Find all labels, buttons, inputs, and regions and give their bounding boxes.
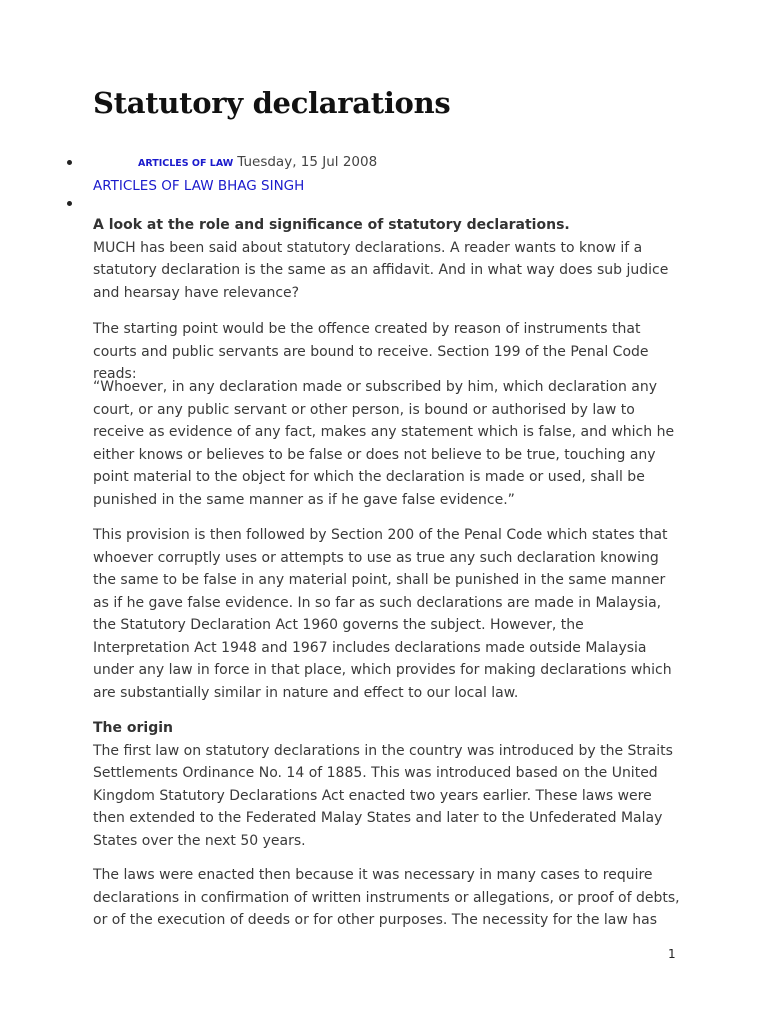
author-link[interactable]: ARTICLES OF LAW BHAG SINGH — [93, 178, 305, 194]
paragraph: MUCH has been said about statutory declarations. A reader wants to know if a statutory declaration is the same as an affidavit. And in what way does sub judice and hearsay have relevance? — [93, 239, 669, 301]
intro-paragraph — [93, 214, 683, 304]
lead-heading: A look at the role and significance of statutory declarations. — [93, 217, 570, 233]
bullet-marker — [67, 160, 72, 165]
category-link[interactable]: ARTICLES OF LAW — [138, 158, 234, 169]
bullet-marker — [67, 201, 72, 206]
origin-section — [93, 717, 683, 852]
paragraph: The laws were enacted then because it was necessary in many cases to require declarations in confirmation of written instruments or allegations, or proof of debts, or of the execution of deeds or for other purposes. The necessity for the law has — [93, 867, 680, 928]
page-title: Statutory declarations — [93, 86, 451, 120]
paragraph: This provision is then followed by Section 200 of the Penal Code which states that whoever corruptly uses or attempts to use as true any such declaration knowing the same to be false in any material point, shall be punished in the same manner as if he gave false evidence. In so far as such declarations are made in Malaysia, the Statutory Declaration Act 1960 governs the subject. However, the Interpretation Act 1948 and 1967 includes declarations made outside Malaysia under any law in force in that place, which provides for making declarations which are substantially similar in nature and effect to our local law. — [93, 527, 672, 701]
quoted-paragraph: “Whoever, in any declaration made or subscribed by him, which declaration any court, or any public servant or other person, is bound or authorised by law to receive as evidence of any fact, makes any statement which is false, and which he either knows or believes to be false or does not believe to be true, touching any point material to the object for which the declaration is made or used, shall be punished in the same manner as if he gave false evidence.” — [93, 379, 675, 508]
paragraph: The starting point would be the offence created by reason of instruments that courts and public servants are bound to receive. Section 199 of the Penal Code reads: — [93, 321, 649, 382]
paragraph: The first law on statutory declarations in the country was introduced by the Straits Settlements Ordinance No. 14 of 1885. This was introduced based on the United Kingdom Statutory Declarations Act enacted two years earlier. These laws were then extended to the Federated Malay States and later to the Unfederated Malay States over the next 50 years. — [93, 742, 673, 849]
page-number: 1 — [668, 947, 676, 961]
section-heading: The origin — [93, 720, 173, 736]
article-date: Tuesday, 15 Jul 2008 — [237, 154, 378, 170]
article-meta — [138, 154, 377, 170]
